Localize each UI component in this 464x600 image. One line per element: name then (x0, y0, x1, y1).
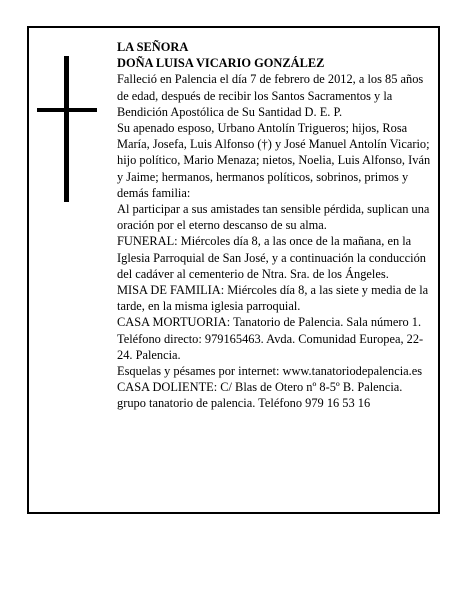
family-list: Su apenado esposo, Urbano Antolín Trigueros; hijos, Rosa María, Josefa, Luis Alfonso (†) y José Manuel Antolín Vicario; hijo político, Mario Menaza; nietos, Noelia, Luis Alfonso, Iván y Jaime; hermanos, hermanos políticos, sobrinos, primos y demás familia: (117, 121, 431, 200)
notice-text (117, 39, 437, 412)
cross-icon (37, 56, 97, 202)
cross-vertical-bar (64, 56, 69, 202)
funeral-details: FUNERAL: Miércoles día 8, a las once de la mañana, en la Iglesia Parroquial de San José, y a continuación la conducción del cadáver al cementerio de Ntra. Sra. de los Ángeles. (117, 234, 426, 281)
obituary-notice (27, 26, 440, 514)
deceased-title: LA SEÑORA (117, 40, 189, 54)
prayer-request: Al participar a sus amistades tan sensible pérdida, suplican una oración por el eterno descanso de su alma. (117, 202, 430, 233)
family-mass-details: MISA DE FAMILIA: Miércoles día 8, a las siete y media de la tarde, en la misma iglesia parroquial. (117, 283, 429, 314)
family-home-address: CASA DOLIENTE: C/ Blas de Otero nº 8-5º B. Palencia. (117, 380, 403, 395)
online-condolences: Esquelas y pésames por internet: www.tanatoriodepalencia.es (117, 364, 423, 379)
funeral-home-details: CASA MORTUORIA: Tanatorio de Palencia. Sala número 1. Teléfono directo: 979165463. Avda. Comunidad Europea, 22-24. Palencia. (117, 315, 424, 362)
deceased-name: DOÑA LUISA VICARIO GONZÁLEZ (117, 56, 325, 71)
death-announcement: Falleció en Palencia el día 7 de febrero de 2012, a los 85 años de edad, después de recibir los Santos Sacramentos y la Bendición Apostólica de Su Santidad D. E. P. (117, 72, 424, 119)
funeral-group-contact: grupo tanatorio de palencia. Teléfono 979 16 53 16 (117, 396, 371, 411)
cross-horizontal-bar (37, 108, 97, 112)
